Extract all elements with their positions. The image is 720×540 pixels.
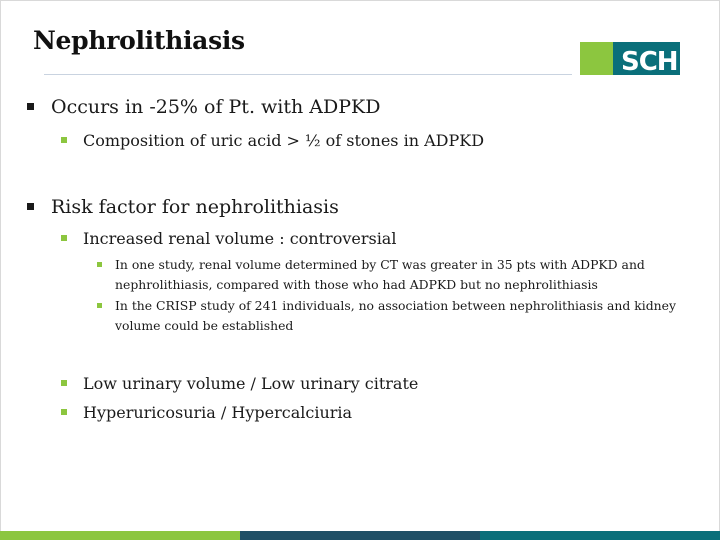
bullet-marker — [27, 103, 34, 110]
bullet-item — [27, 196, 339, 218]
sub-bullet-marker — [61, 137, 67, 143]
sub-bullet-item — [61, 403, 352, 422]
sub-bullet-text: Low urinary volume / Low urinary citrate — [83, 374, 419, 393]
sub-sub-bullet-text: In the CRISP study of 241 individuals, no association between nephrolithiasis and kidney volume could be established — [115, 298, 676, 333]
footer-color-bar — [0, 531, 720, 540]
footer-teal-segment — [480, 531, 720, 540]
sub-bullet-marker — [61, 380, 67, 386]
sub-bullet-marker — [61, 409, 67, 415]
sub-bullet-text: Composition of uric acid > ½ of stones in ADPKD — [83, 131, 485, 150]
sch-logo — [580, 42, 680, 75]
logo-teal-block — [613, 42, 680, 75]
sub-bullet-marker — [61, 235, 67, 241]
sub-bullet-item — [61, 229, 396, 248]
footer-green-segment — [0, 531, 240, 540]
bullet-text: Risk factor for nephrolithiasis — [51, 196, 339, 218]
sub-sub-bullet-marker — [97, 303, 102, 308]
logo-green-block — [580, 42, 613, 75]
slide-title: Nephrolithiasis — [33, 26, 245, 55]
sub-sub-bullet-item — [97, 255, 700, 295]
footer-darkblue-segment — [240, 531, 480, 540]
bullet-item — [27, 96, 380, 118]
sub-sub-bullet-item — [97, 296, 690, 336]
sub-bullet-text: Hyperuricosuria / Hypercalciuria — [83, 403, 353, 422]
bullet-marker — [27, 203, 34, 210]
sub-bullet-item — [61, 131, 484, 150]
sub-bullet-item — [61, 374, 418, 393]
sub-sub-bullet-marker — [97, 262, 102, 267]
sub-bullet-text: Increased renal volume : controversial — [83, 229, 397, 248]
bullet-text: Occurs in -25% of Pt. with ADPKD — [51, 96, 381, 118]
title-divider — [44, 74, 572, 75]
logo-text: SCH — [621, 47, 678, 75]
sub-sub-bullet-text: In one study, renal volume determined by CT was greater in 35 pts with ADPKD and nephrolithiasis, compared with those who had ADPKD but no nephrolithiasis — [115, 257, 645, 292]
